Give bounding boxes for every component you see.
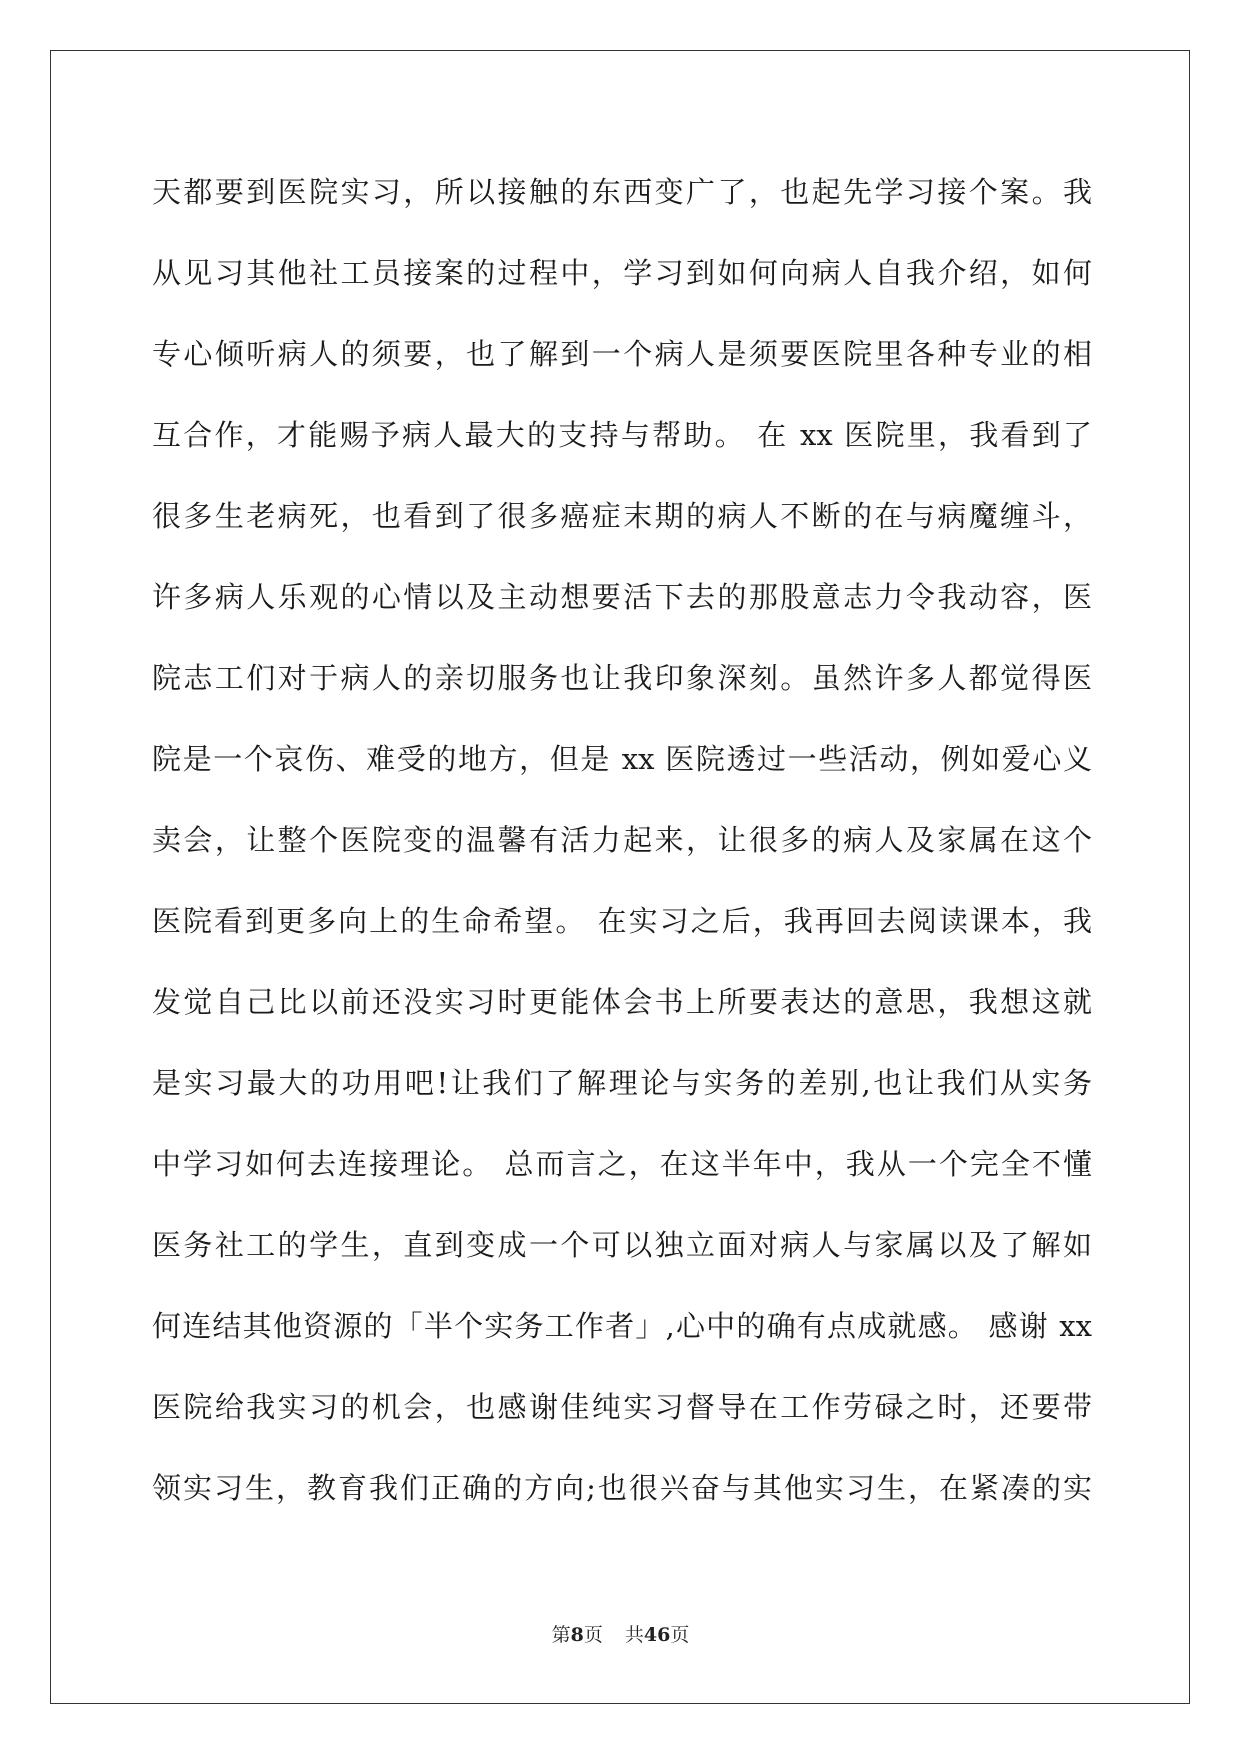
page-suffix: 页	[583, 1624, 603, 1646]
text-line-2: 从见习其他社工员接案的过程中，学习到如何向病人自我介绍，如何	[152, 256, 1092, 290]
text-line-10: 医院看到更多向上的生命希望。 在实习之后，我再回去阅读课本，我	[152, 904, 1092, 938]
text-line-4: 互合作，才能赐予病人最大的支持与帮助。 在 xx 医院里，我看到了	[152, 418, 1092, 452]
text-line-12: 是实习最大的功用吧!让我们了解理论与实务的差别,也让我们从实务	[152, 1066, 1092, 1100]
text-line-14: 医务社工的学生，直到变成一个可以独立面对病人与家属以及了解如	[152, 1228, 1092, 1262]
text-line-13: 中学习如何去连接理论。 总而言之，在这半年中，我从一个完全不懂	[152, 1147, 1092, 1181]
page-footer	[0, 1620, 1241, 1647]
text-line-11: 发觉自己比以前还没实习时更能体会书上所要表达的意思，我想这就	[152, 985, 1092, 1019]
total-pages: 46	[643, 1624, 671, 1646]
text-line-1: 天都要到医院实习，所以接触的东西变广了，也起先学习接个案。我	[152, 175, 1092, 209]
text-line-3: 专心倾听病人的须要，也了解到一个病人是须要医院里各种专业的相	[152, 337, 1092, 371]
text-line-8: 院是一个哀伤、难受的地方，但是 xx 医院透过一些活动，例如爱心义	[152, 742, 1092, 776]
text-line-6: 许多病人乐观的心情以及主动想要活下去的那股意志力令我动容，医	[152, 580, 1092, 614]
text-line-15: 何连结其他资源的「半个实务工作者」,心中的确有点成就感。 感谢 xx	[152, 1309, 1092, 1343]
text-line-5: 很多生老病死，也看到了很多癌症末期的病人不断的在与病魔缠斗，	[152, 499, 1092, 533]
text-line-16: 医院给我实习的机会，也感谢佳纯实习督导在工作劳碌之时，还要带	[152, 1390, 1092, 1424]
body-text	[152, 164, 1092, 1541]
text-line-17: 领实习生，教育我们正确的方向;也很兴奋与其他实习生，在紧凑的实	[152, 1471, 1092, 1505]
total-prefix: 共	[624, 1624, 644, 1646]
page-prefix: 第	[551, 1624, 571, 1646]
text-line-7: 院志工们对于病人的亲切服务也让我印象深刻。虽然许多人都觉得医	[152, 661, 1092, 695]
total-suffix: 页	[670, 1624, 690, 1646]
text-line-9: 卖会，让整个医院变的温馨有活力起来，让很多的病人及家属在这个	[152, 823, 1092, 857]
page-number: 8	[570, 1624, 584, 1646]
